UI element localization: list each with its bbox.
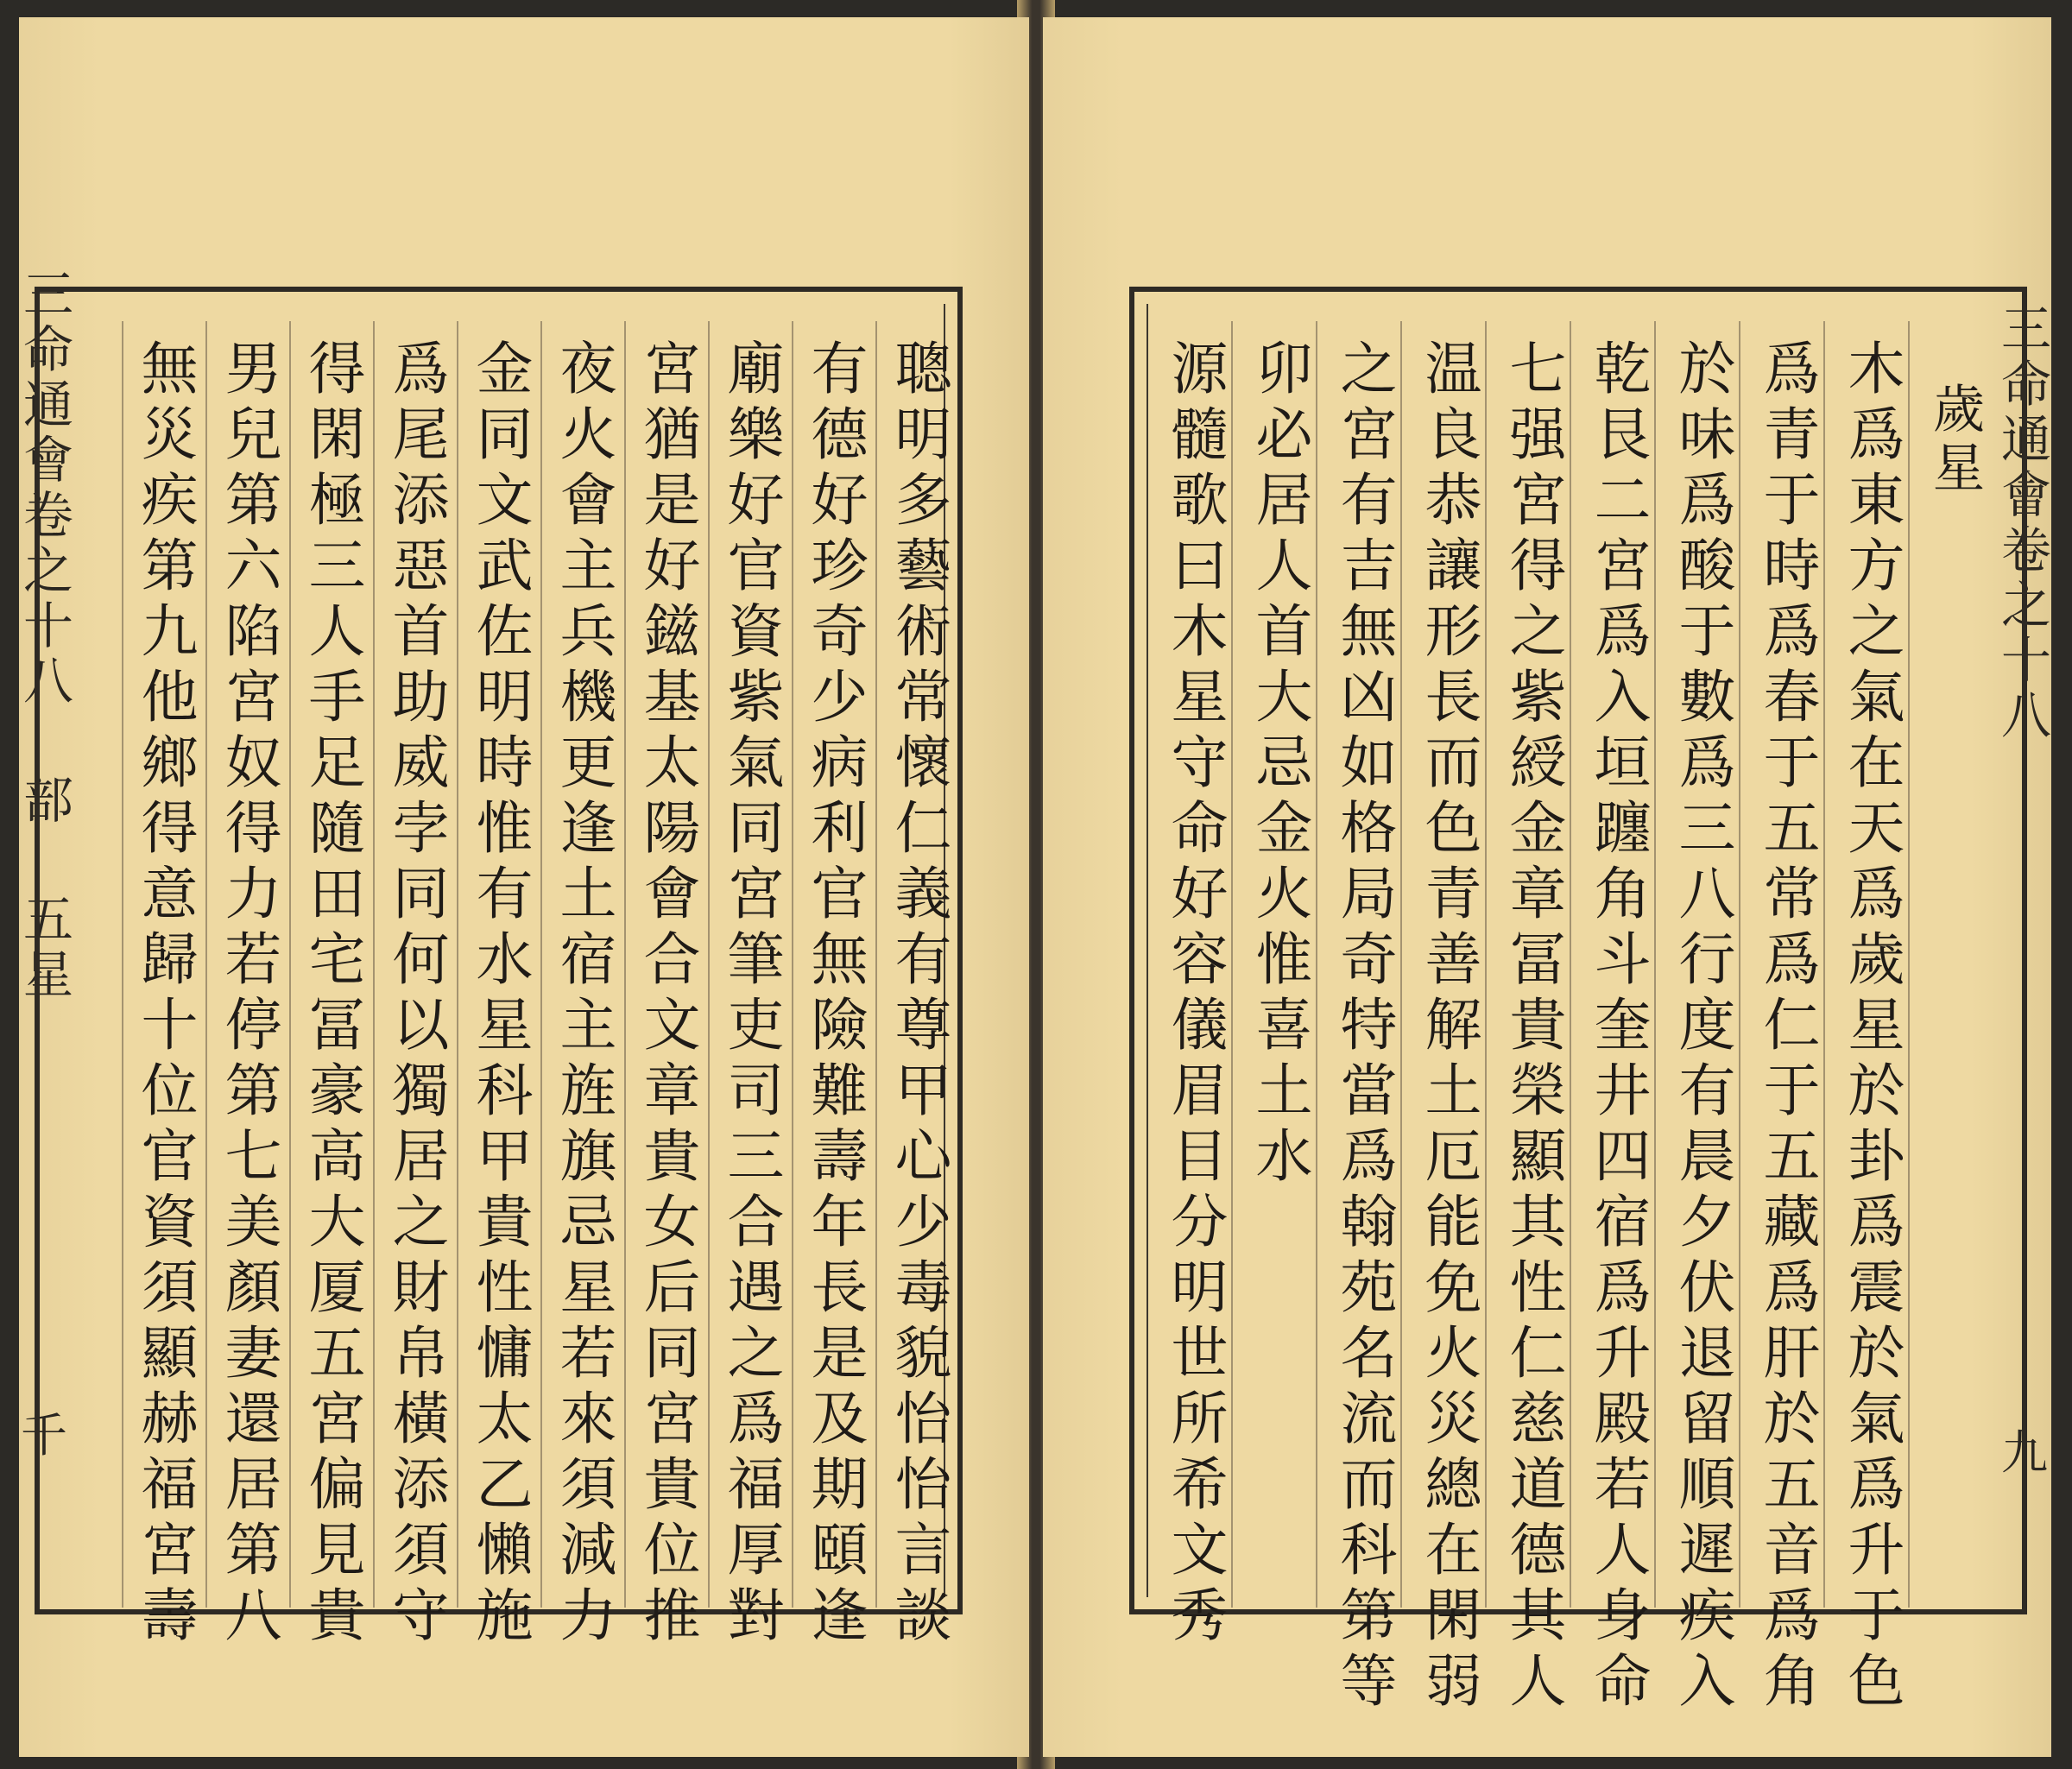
- column-rule: [1570, 321, 1571, 1608]
- column-rule: [1316, 321, 1317, 1608]
- column-rule: [205, 321, 207, 1608]
- right-text-frame: [1129, 287, 2027, 1716]
- left-text-column-9: 男兒第六陷宮奴得力若停第七美顏妻還居第八: [215, 338, 281, 1651]
- column-rule: [1654, 321, 1656, 1608]
- column-rule: [792, 321, 793, 1608]
- column-rule: [540, 321, 542, 1608]
- column-rule: [1823, 321, 1825, 1608]
- left-inner-frame: [40, 304, 951, 1651]
- column-rule: [1231, 321, 1233, 1608]
- column-rule: [1485, 321, 1487, 1608]
- right-text-column-5: 七强宮得之紫綬金章冨貴榮顯其性仁慈道德其人: [1500, 338, 1566, 1716]
- column-rule: [457, 321, 458, 1608]
- left-page-margin-title: 三命通會卷之十八 部 五星: [15, 268, 73, 1003]
- column-rule: [373, 321, 375, 1608]
- right-text-column-2: 爲青于時爲春于五常爲仁于五藏爲肝於五音爲角: [1753, 338, 1820, 1716]
- left-text-column-8: 得閑極三人手足隨田宅冨豪高大厦五宮偏見貴: [299, 338, 365, 1651]
- right-text-column-6: 温良恭讓形長而色青善解土厄能免火災總在閑弱: [1415, 338, 1481, 1716]
- right-page: [1043, 17, 2051, 1757]
- column-rule: [1739, 321, 1740, 1608]
- column-rule: [1400, 321, 1402, 1608]
- column-rule: [289, 321, 291, 1608]
- left-text-column-1: 聰明多藝術常懷仁義有尊甲心少毒貌怡怡言談: [885, 338, 951, 1651]
- left-text-column-6: 金同文武佐明時惟有水星科甲貴性慵太乙懶施: [466, 338, 533, 1651]
- left-text-column-4: 宮猶是好鎡基太陽會合文章貴女后同宮貴位推: [634, 338, 700, 1651]
- right-page-number: 九: [2001, 1425, 2048, 1480]
- column-rule: [875, 321, 877, 1608]
- right-text-column-4: 乾艮二宮爲入垣躔角斗奎井四宿爲升殿若人身命: [1584, 338, 1651, 1716]
- left-text-column-2: 有德好珍奇少病利官無險難壽年長是及期頤逢: [801, 338, 868, 1651]
- left-text-column-3: 廟樂好官資紫氣同宮筆吏司三合遇之爲福厚對: [717, 338, 784, 1651]
- right-text-column-9: 源髓歌曰木星守命好容儀眉目分明世所希文秀: [1161, 338, 1228, 1651]
- column-rule: [708, 321, 710, 1608]
- column-rule: [122, 321, 123, 1608]
- right-text-column-7: 之宮有吉無凶如格局奇特當爲翰苑名流而科第等: [1330, 338, 1397, 1716]
- column-rule: [1908, 321, 1910, 1608]
- left-text-column-7: 爲尾添惡首助威孛同何以獨居之財帛橫添須守: [382, 338, 449, 1651]
- section-heading: 歲星: [1924, 382, 1985, 499]
- right-page-margin-title: 三命通會卷之十八: [1993, 302, 2051, 744]
- left-page: [15, 17, 1029, 1757]
- left-page-number: 千: [21, 1408, 67, 1463]
- left-text-frame: [35, 287, 963, 1651]
- right-text-column-1: 木爲東方之氣在天爲歲星於卦爲震於氣爲升于色: [1838, 338, 1905, 1716]
- right-text-column-8: 卯必居人首大忌金火惟喜土水: [1246, 338, 1312, 1191]
- right-inner-frame: [1147, 304, 2022, 1716]
- column-rule: [624, 321, 626, 1608]
- right-text-column-3: 於味爲酸于數爲三八行度有晨夕伏退留順遲疾入: [1669, 338, 1735, 1716]
- left-text-column-5: 夜火會主兵機更逢土宿主旌旗忌星若來須減力: [550, 338, 616, 1651]
- left-text-column-10: 無災疾第九他鄉得意歸十位官資須顯赫福宮壽: [131, 338, 198, 1651]
